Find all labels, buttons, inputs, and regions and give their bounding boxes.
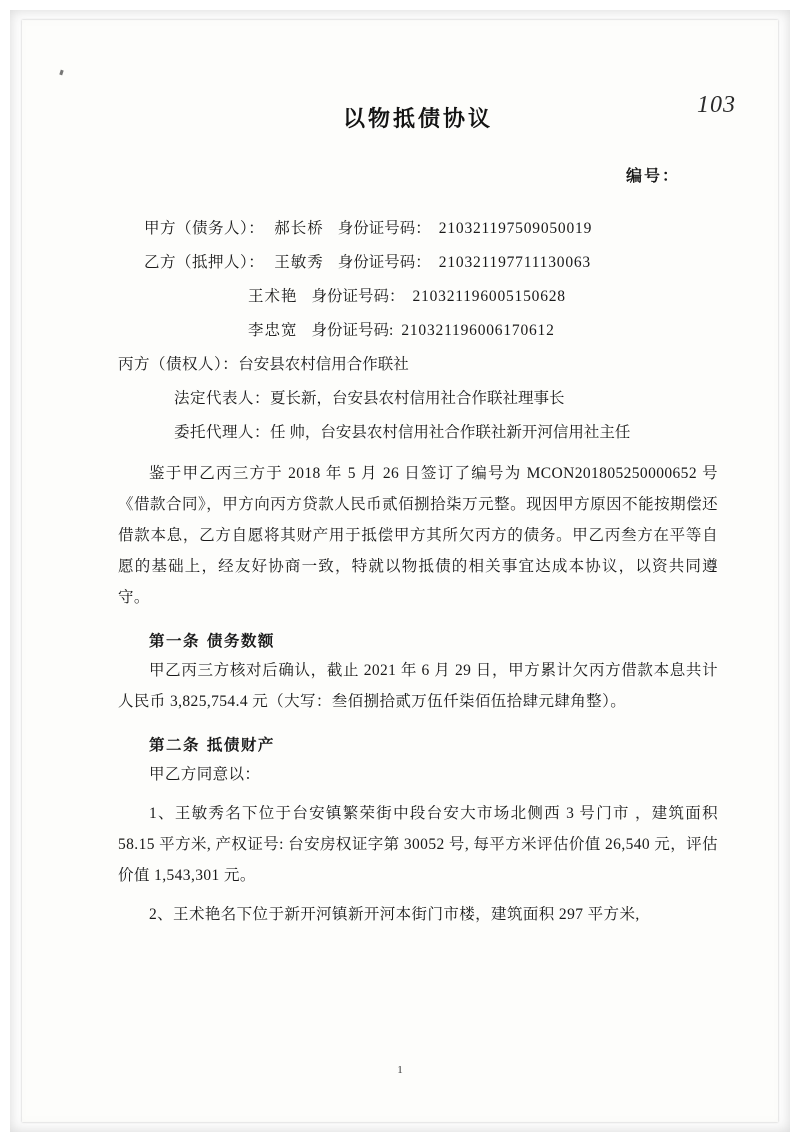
party-c-row <box>118 348 718 382</box>
section-1-paragraph-1: 甲乙丙三方核对后确认，截止 2021 年 6 月 29 日，甲方累计欠丙方借款本息共计人民币 3,825,754.4 元（大写：叁佰捌拾贰万伍仟柒佰伍拾肆元肆角整）。 <box>118 662 718 710</box>
party-id-number: 210321197711130063 <box>438 254 591 271</box>
party-row <box>118 314 718 348</box>
authorized-agent-value: 任 帅，台安县农村信用社合作联社新开河信用社主任 <box>270 424 631 441</box>
ink-speck <box>59 70 63 76</box>
legal-representative-value: 夏长新，台安县农村信用社合作联社理事长 <box>270 390 565 407</box>
section-2-item-2: 2、王术艳名下位于新开河镇新开河本街门市楼，建筑面积 297 平方米, <box>149 906 640 923</box>
party-role-label: 乙方（抵押人）： <box>144 254 265 271</box>
party-name: 王敏秀 <box>274 254 324 271</box>
document-body <box>118 80 718 930</box>
handwritten-page-number: 103 <box>697 92 736 118</box>
authorized-agent-row <box>118 416 718 450</box>
party-name: 郝长桥 <box>274 220 324 237</box>
party-c-name: 台安县农村信用合作联社 <box>238 356 409 373</box>
paper-sheet <box>22 20 778 1122</box>
party-name: 王术艳 <box>248 288 298 305</box>
party-id-number: 210321197509050019 <box>438 220 593 237</box>
page-title: 以物抵债协议 <box>342 107 493 132</box>
party-id-number: 210321196005150628 <box>412 288 566 305</box>
parties-block <box>118 212 718 450</box>
legal-representative-label: 法定代表人： <box>174 390 271 407</box>
authorized-agent-label: 委托代理人： <box>174 424 271 441</box>
party-row <box>118 246 718 280</box>
section-heading-2: 第二条 抵债财产 <box>149 736 275 754</box>
party-id-label: 身份证号码： <box>337 220 431 237</box>
party-role-label: 甲方（债务人）： <box>144 220 265 237</box>
serial-number-label: 编号： <box>625 166 680 185</box>
party-id-number: 210321196006170612 <box>401 322 555 339</box>
party-id-label: 身份证号码： <box>337 254 431 271</box>
party-name: 李忠宽 <box>248 322 298 339</box>
section-2-paragraph-1: 甲乙方同意以： <box>149 766 261 783</box>
party-row <box>118 212 718 246</box>
section-2-item-1: 1、王敏秀名下位于台安镇繁荣街中段台安大市场北侧西 3 号门市 ，建筑面积 58.15 平方米, 产权证号: 台安房权证字第 30052 号, 每平方米评估价值 26,540 元，评估价值 1,543,301 元。 <box>118 805 718 884</box>
legal-representative-row <box>118 382 718 416</box>
party-row <box>118 280 718 314</box>
section-heading-1: 第一条 债务数额 <box>149 632 275 650</box>
party-id-label: 身份证号码： <box>311 288 405 305</box>
footer-page-number: 1 <box>397 1064 403 1076</box>
recital-paragraph: 鉴于甲乙丙三方于 2018 年 5 月 26 日签订了编号为 MCON201805250000652 号《借款合同》，甲方向丙方贷款人民币贰佰捌拾柒万元整。现因甲方原因不能按期偿还借款本息，乙方自愿将其财产用于抵偿甲方其所欠丙方的债务。甲乙丙叁方在平等自愿的基础上，经友好协商一致，特就以物抵债的相关事宜达成本协议，以资共同遵守。 <box>118 465 718 606</box>
party-c-role-label: 丙方（债权人）： <box>118 356 239 373</box>
party-id-label: 身份证号码: <box>311 322 394 339</box>
